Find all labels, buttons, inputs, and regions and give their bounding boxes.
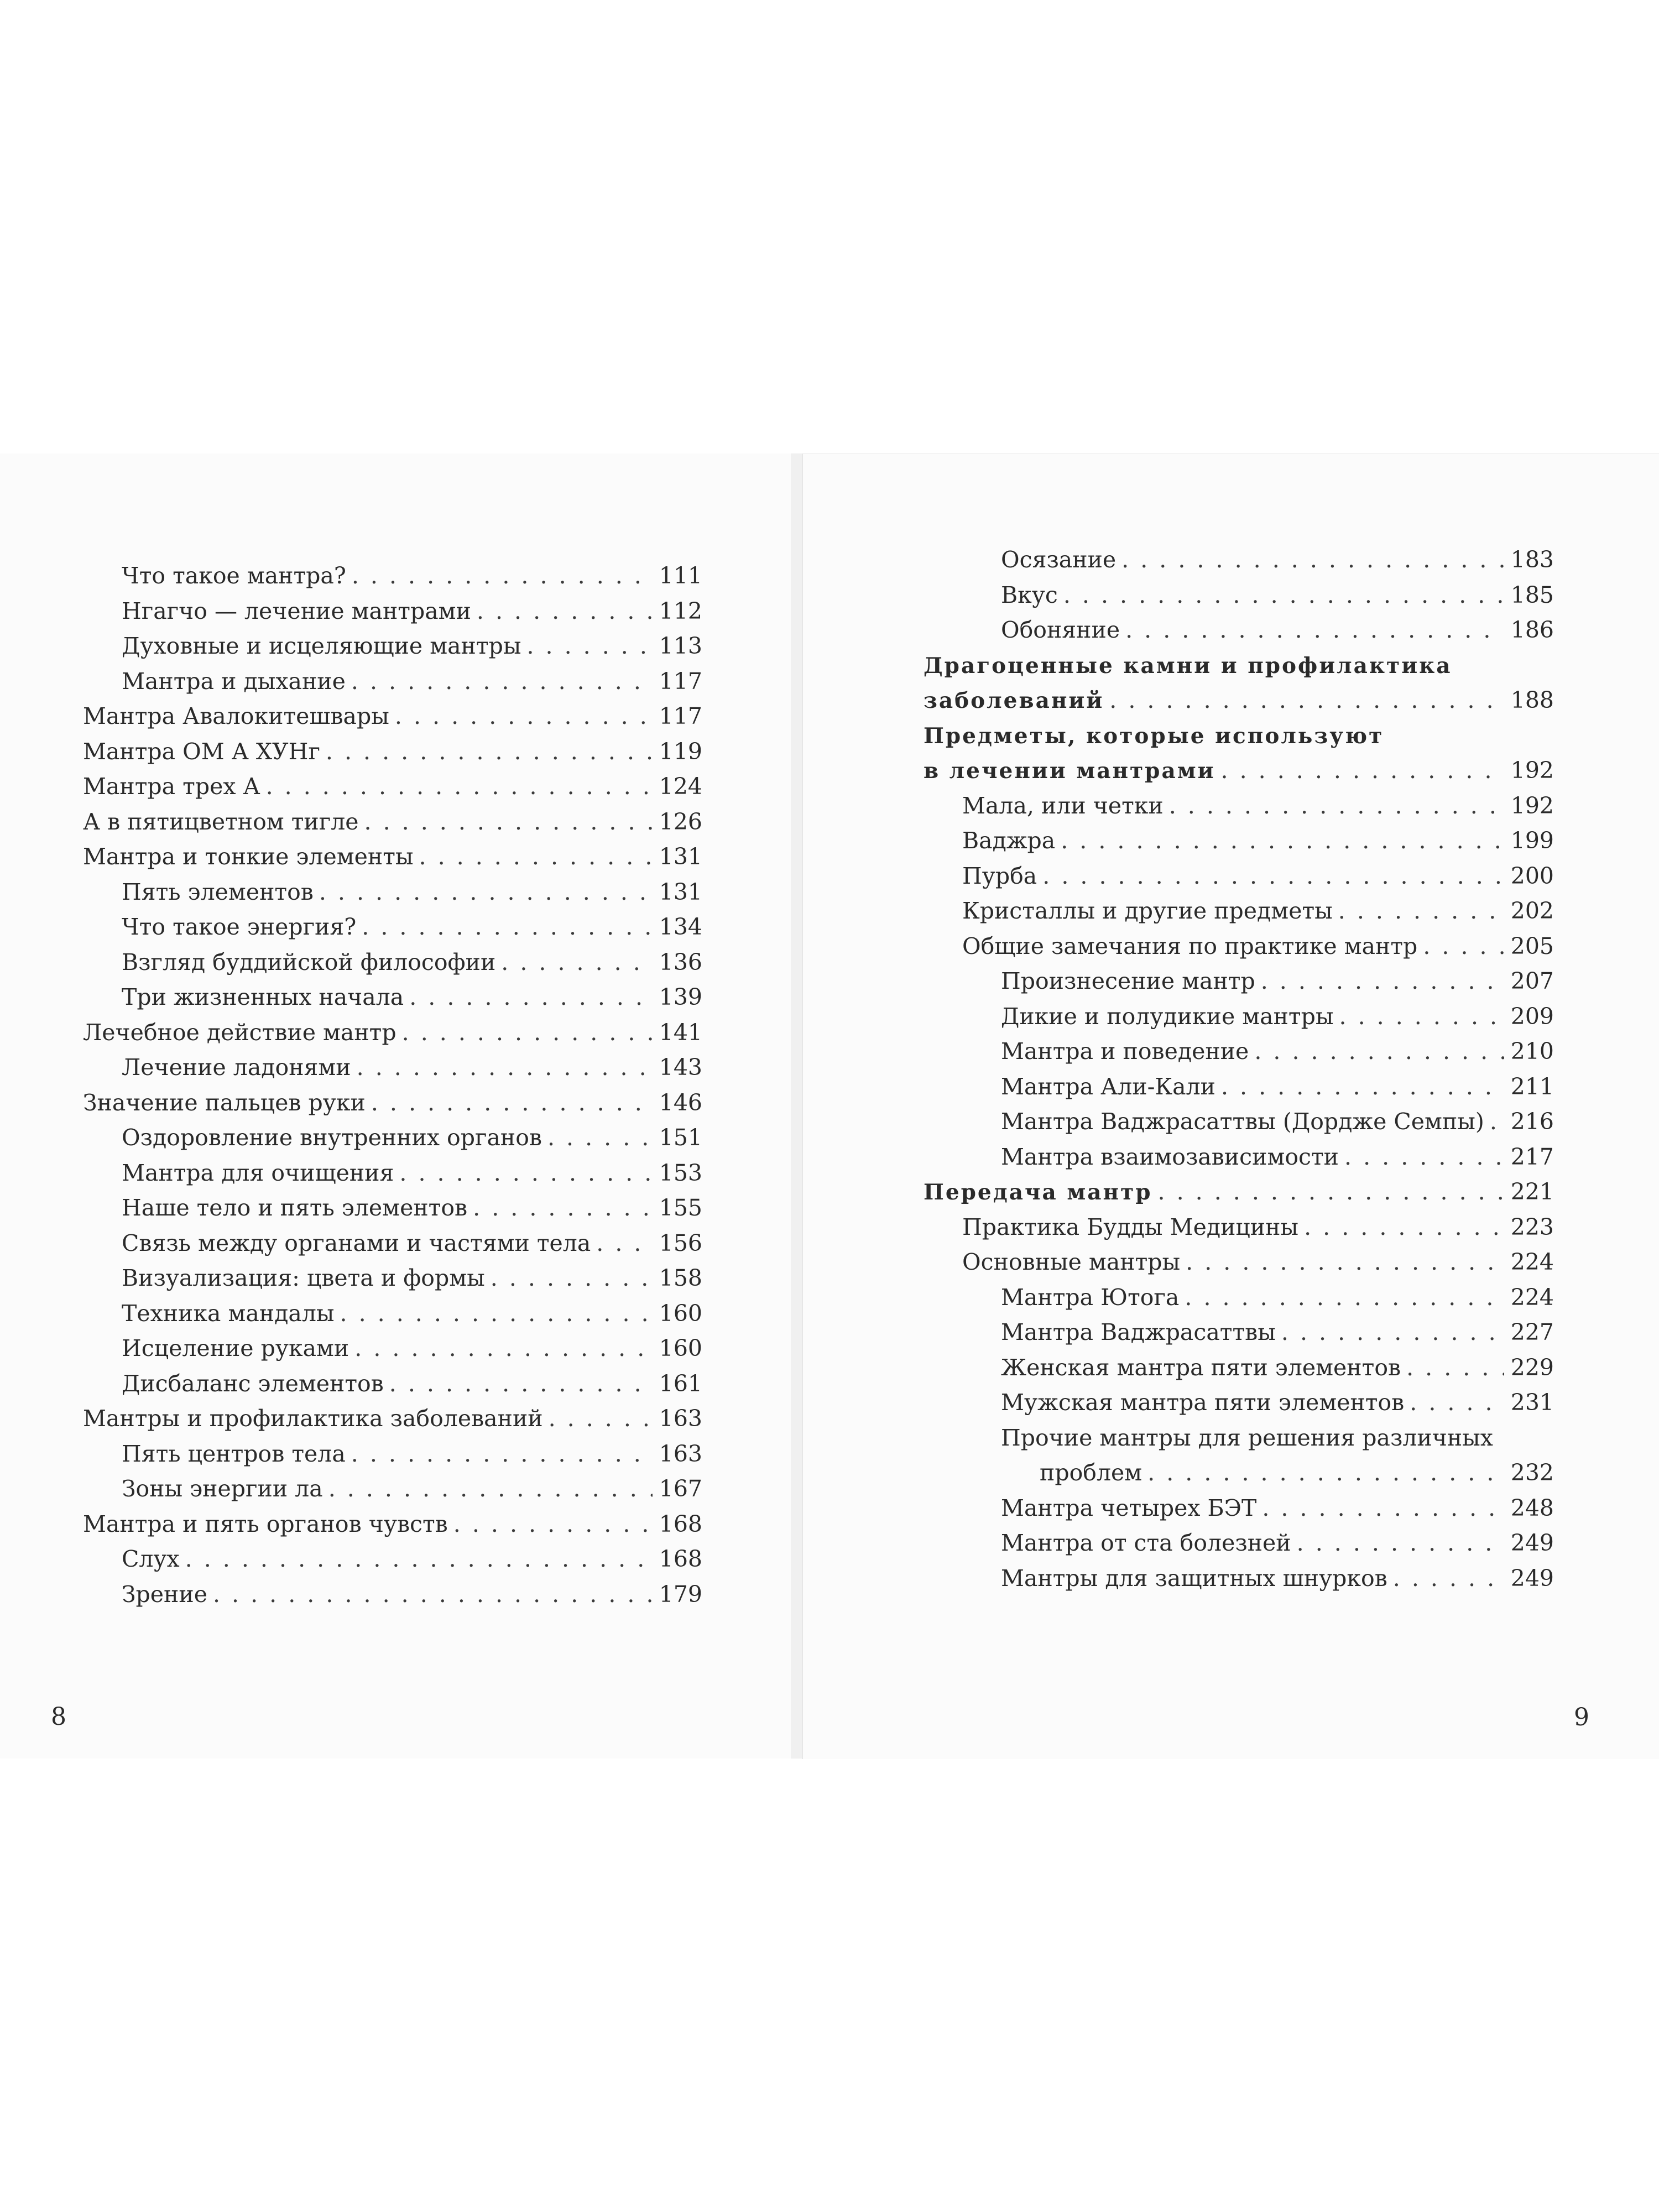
toc-entry-title: Зоны энергии ла (122, 1475, 323, 1502)
toc-entry-page: 200 (1510, 862, 1554, 889)
toc-entry-title: Наше тело и пять элементов (122, 1194, 468, 1221)
toc-entry-title: Мантра Ваджрасаттвы (1001, 1319, 1276, 1345)
toc-entry-page: 155 (659, 1194, 702, 1221)
toc-entry-title: Дикие и полудикие мантры (1001, 1003, 1334, 1030)
toc-entry-title: Зрение (122, 1580, 207, 1608)
toc-entry (924, 753, 1554, 789)
toc-entry-title: Мантра четырех БЭТ (1001, 1494, 1257, 1521)
toc-entry-page: 124 (659, 773, 702, 800)
toc-entry (924, 1280, 1554, 1316)
toc-leader-dots (1338, 894, 1504, 929)
toc-entry (924, 1070, 1554, 1105)
toc-leader-dots (319, 875, 653, 910)
toc-entry-title: Взгляд буддийской философии (122, 948, 496, 975)
toc-entry-title: заболеваний (924, 688, 1104, 713)
toc-entry-title: Исцеление руками (122, 1335, 349, 1361)
toc-entry-page: 202 (1510, 898, 1554, 924)
toc-entry-page: 192 (1510, 757, 1554, 784)
toc-leader-dots (1262, 1491, 1504, 1526)
toc-leader-dots (1121, 542, 1504, 578)
toc-entry-page: 249 (1510, 1564, 1554, 1592)
toc-leader-dots (491, 1261, 653, 1296)
toc-entry-title: Вкус (1001, 581, 1058, 608)
toc-entry-page: 126 (659, 808, 702, 835)
toc-leader-dots (328, 1472, 653, 1507)
toc-entry-page: 167 (659, 1475, 702, 1502)
toc-entry-page: 209 (1510, 1003, 1554, 1030)
toc-leader-dots (364, 805, 653, 840)
toc-leader-dots (357, 1050, 653, 1086)
book-gutter (791, 453, 802, 1759)
toc-entry-title: Мантра взаимозависимости (1001, 1143, 1339, 1170)
toc-leader-dots (473, 1191, 653, 1226)
toc-entry-title: Мантры и профилактика заболеваний (83, 1405, 543, 1432)
toc-entry-page: 163 (659, 1440, 702, 1467)
toc-entry-title: Основные мантры (962, 1249, 1181, 1275)
toc-leader-dots (354, 1331, 653, 1366)
toc-leader-dots (185, 1542, 653, 1577)
toc-entry-page: 185 (1510, 581, 1554, 608)
toc-entry-page: 211 (1510, 1073, 1554, 1100)
toc-entry (924, 1245, 1554, 1280)
toc-leader-dots (340, 1296, 653, 1332)
toc-entry-page: 156 (659, 1229, 702, 1256)
toc-entry-page: 161 (659, 1370, 702, 1397)
toc-entry (83, 1086, 702, 1121)
toc-entry-title: Мантра и тонкие элементы (83, 843, 414, 870)
toc-entry (83, 1542, 702, 1577)
toc-entry (924, 1491, 1554, 1526)
toc-entry (83, 1050, 702, 1086)
toc-leader-dots (1061, 823, 1504, 859)
toc-entry-page: 143 (659, 1054, 702, 1081)
toc-entry-title: Мантра Ютога (1001, 1284, 1180, 1311)
toc-entry-title: Духовные и исцеляющие мантры (122, 633, 521, 659)
toc-entry (83, 699, 702, 734)
toc-entry (83, 910, 702, 945)
toc-leader-dots (1063, 578, 1504, 613)
toc-entry-title: Женская мантра пяти элементов (1001, 1354, 1401, 1381)
toc-entry (83, 1331, 702, 1366)
toc-leader-dots (389, 1366, 653, 1402)
toc-leader-dots (1254, 1034, 1504, 1070)
toc-entry-title: Нгагчо — лечение мантрами (122, 597, 471, 624)
toc-entry (83, 1226, 702, 1261)
toc-entry (924, 542, 1554, 578)
toc-leader-dots (1344, 1140, 1504, 1175)
toc-entry-title: Дисбаланс элементов (122, 1370, 384, 1397)
toc-entry-page: 168 (659, 1546, 702, 1572)
toc-leader-dots (453, 1507, 653, 1542)
toc-leader-dots (549, 1401, 653, 1437)
toc-entry (924, 648, 1554, 684)
toc-entry-page: 188 (1510, 687, 1554, 713)
toc-leader-dots (351, 664, 653, 700)
toc-entry (924, 823, 1554, 859)
toc-entry-page: 146 (659, 1089, 702, 1116)
toc-entry (924, 1210, 1554, 1245)
left-page (0, 453, 792, 1759)
toc-entry (83, 594, 702, 629)
toc-leader-dots (547, 1120, 653, 1156)
toc-entry-page: 224 (1510, 1284, 1554, 1311)
toc-entry-title: Кристаллы и другие предметы (962, 898, 1333, 924)
toc-leader-dots (1261, 964, 1504, 999)
toc-entry-title: проблем (1040, 1459, 1142, 1486)
toc-entry-page: 168 (659, 1510, 702, 1537)
toc-entry (83, 980, 702, 1015)
toc-entry (83, 1261, 702, 1296)
toc-entry (924, 1455, 1554, 1491)
toc-entry-title: Ваджра (962, 827, 1056, 854)
toc-entry-title: Пурба (962, 862, 1037, 889)
toc-entry-page: 112 (659, 597, 702, 624)
toc-leader-dots (1297, 1526, 1504, 1561)
toc-entry (924, 894, 1554, 929)
toc-entry-page: 160 (659, 1300, 702, 1327)
toc-entry-page: 113 (659, 633, 702, 659)
toc-entry-title: Слух (122, 1546, 180, 1572)
toc-leader-dots (1393, 1561, 1504, 1597)
toc-leader-dots (1423, 929, 1504, 964)
toc-leader-dots (1169, 789, 1504, 824)
toc-leader-dots (1281, 1315, 1504, 1350)
toc-entry-page: 117 (659, 667, 702, 695)
toc-entry-title: Драгоценные камни и профилактика (924, 653, 1452, 679)
toc-entry-page: 186 (1510, 617, 1554, 643)
toc-leader-dots (395, 699, 653, 734)
toc-entry-title: Пять элементов (122, 878, 314, 905)
toc-entry-title: Обоняние (1001, 617, 1120, 643)
toc-entry-page: 231 (1510, 1389, 1554, 1416)
right-page (802, 453, 1659, 1759)
toc-leader-dots (477, 594, 653, 629)
toc-entry (83, 1120, 702, 1156)
toc-leader-dots (326, 734, 653, 770)
toc-leader-dots (371, 1086, 653, 1121)
toc-entry-page: 131 (659, 843, 702, 870)
toc-leader-dots (1490, 1104, 1504, 1140)
toc-entry (924, 1421, 1554, 1456)
toc-entry-title: Мантра и пять органов чувств (83, 1510, 448, 1537)
toc-entry (83, 1401, 702, 1437)
toc-entry-title: Произнесение мантр (1001, 968, 1255, 994)
toc-entry-page: 216 (1510, 1108, 1554, 1135)
toc-entry-title: Мантра трех А (83, 773, 260, 800)
toc-leader-dots (1147, 1455, 1504, 1491)
toc-entry (924, 964, 1554, 999)
toc-entry (83, 1156, 702, 1191)
toc-entry-title: Мантра Ваджрасаттвы (Дордже Семпы) (1001, 1108, 1484, 1135)
toc-entry (924, 929, 1554, 964)
toc-entry-page: 151 (659, 1124, 702, 1151)
toc-entry-title: Практика Будды Медицины (962, 1213, 1299, 1240)
toc-entry (924, 1385, 1554, 1421)
toc-entry-page: 199 (1510, 827, 1554, 854)
toc-entry (924, 578, 1554, 613)
toc-entry (924, 683, 1554, 718)
toc-entry-title: Прочие мантры для решения различных (1001, 1424, 1493, 1451)
toc-entry-page: 153 (659, 1159, 702, 1186)
toc-entry-title: Предметы, которые используют (924, 723, 1384, 749)
toc-entry-title: Лечебное действие мантр (83, 1019, 397, 1046)
toc-entry-title: Мала, или четки (962, 792, 1164, 819)
toc-entry-page: 223 (1510, 1213, 1554, 1240)
toc-entry-page: 119 (659, 738, 702, 765)
toc-entry (924, 999, 1554, 1035)
toc-entry (83, 629, 702, 664)
toc-leader-dots (596, 1226, 653, 1261)
toc-entry (83, 1191, 702, 1226)
toc-entry-page: 224 (1510, 1249, 1554, 1275)
toc-entry-title: Значение пальцев руки (83, 1089, 366, 1116)
toc-entry-title: Осязание (1001, 546, 1117, 573)
toc-leader-dots (1125, 613, 1504, 648)
toc-entry (83, 1577, 702, 1613)
toc-entry-title: Мантра от ста болезней (1001, 1530, 1291, 1556)
toc-entry (83, 805, 702, 840)
toc-entry-page: 141 (659, 1019, 702, 1046)
toc-leader-dots (213, 1577, 653, 1613)
toc-entry-page: 229 (1510, 1354, 1554, 1381)
toc-entry-title: Мантра Али-Кали (1001, 1073, 1215, 1100)
toc-entry-page: 210 (1510, 1038, 1554, 1065)
toc-entry (83, 769, 702, 805)
toc-entry-page: 183 (1510, 546, 1554, 573)
toc-entry-page: 111 (659, 562, 702, 589)
toc-entry-title: Общие замечания по практике мантр (962, 932, 1418, 959)
toc-leader-dots (419, 839, 653, 875)
toc-entry (924, 1315, 1554, 1350)
toc-entry-title: Мантра и дыхание (122, 667, 346, 695)
toc-entry-page: 232 (1510, 1459, 1554, 1486)
toc-leader-dots (352, 559, 653, 594)
toc-entry-title: Пять центров тела (122, 1440, 346, 1467)
toc-entry-title: Мантра ОМ А ХУНг (83, 738, 320, 765)
toc-leader-dots (1109, 683, 1504, 718)
toc-leader-dots (1410, 1385, 1504, 1421)
toc-leader-dots (1406, 1350, 1504, 1386)
toc-list-right (924, 542, 1554, 1596)
toc-entry (924, 789, 1554, 824)
toc-entry (924, 1561, 1554, 1597)
toc-entry (924, 859, 1554, 894)
toc-entry (924, 718, 1554, 754)
toc-entry-page: 249 (1510, 1530, 1554, 1556)
toc-entry-page: 117 (659, 703, 702, 729)
toc-entry-page: 248 (1510, 1494, 1554, 1521)
toc-entry (83, 1015, 702, 1051)
toc-leader-dots (1186, 1245, 1504, 1280)
page-number-left: 8 (51, 1703, 66, 1731)
toc-entry (924, 1034, 1554, 1070)
toc-leader-dots (501, 945, 653, 980)
toc-entry-title: Техника мандалы (122, 1300, 335, 1327)
toc-leader-dots (266, 769, 653, 805)
toc-entry-title: Мантра и поведение (1001, 1038, 1249, 1065)
page-number-right: 9 (1574, 1703, 1589, 1731)
toc-entry (924, 1350, 1554, 1386)
toc-entry (83, 664, 702, 700)
toc-leader-dots (1185, 1280, 1504, 1316)
toc-entry-page: 205 (1510, 932, 1554, 959)
toc-leader-dots (409, 980, 653, 1015)
toc-leader-dots (351, 1437, 653, 1472)
toc-entry-page: 192 (1510, 792, 1554, 819)
toc-entry-page: 134 (659, 914, 702, 940)
toc-entry (83, 734, 702, 770)
toc-entry (83, 1507, 702, 1542)
toc-entry-title: Передача мантр (924, 1180, 1152, 1205)
toc-leader-dots (1304, 1210, 1504, 1245)
toc-entry-title: Мантра Авалокитешвары (83, 703, 389, 729)
toc-entry (924, 1104, 1554, 1140)
toc-leader-dots (1042, 859, 1504, 894)
toc-entry-title: Три жизненных начала (122, 984, 404, 1010)
toc-entry (83, 559, 702, 594)
toc-leader-dots (1221, 1070, 1504, 1105)
toc-entry (83, 875, 702, 910)
toc-entry-page: 163 (659, 1405, 702, 1432)
toc-entry (83, 1366, 702, 1402)
toc-leader-dots (402, 1015, 653, 1051)
toc-leader-dots (1221, 753, 1504, 789)
toc-entry-page: 227 (1510, 1319, 1554, 1345)
toc-entry-page: 160 (659, 1335, 702, 1361)
toc-entry (924, 613, 1554, 648)
toc-entry-title: в лечении мантрами (924, 758, 1215, 784)
toc-entry-title: Лечение ладонями (122, 1054, 351, 1081)
toc-entry-page: 179 (659, 1580, 702, 1608)
toc-leader-dots (399, 1156, 653, 1191)
toc-entry-page: 207 (1510, 968, 1554, 994)
toc-entry-title: Связь между органами и частями тела (122, 1229, 591, 1256)
toc-entry-title: Мантра для очищения (122, 1159, 394, 1186)
toc-entry-title: Что такое мантра? (122, 562, 346, 589)
toc-entry-page: 217 (1510, 1143, 1554, 1170)
toc-leader-dots (1339, 999, 1505, 1035)
toc-entry (924, 1140, 1554, 1175)
toc-entry-title: Мантры для защитных шнурков (1001, 1564, 1387, 1592)
toc-entry-page: 131 (659, 878, 702, 905)
toc-entry-page: 139 (659, 984, 702, 1010)
toc-entry (83, 1472, 702, 1507)
toc-leader-dots (526, 629, 653, 664)
toc-entry (83, 945, 702, 980)
toc-leader-dots (1158, 1175, 1504, 1210)
toc-entry (83, 1437, 702, 1472)
toc-entry-title: Оздоровление внутренних органов (122, 1124, 542, 1151)
toc-entry-title: Что такое энергия? (122, 914, 357, 940)
toc-entry-page: 136 (659, 948, 702, 975)
toc-entry-title: Визуализация: цвета и формы (122, 1265, 485, 1291)
toc-entry (83, 1296, 702, 1332)
toc-entry (924, 1175, 1554, 1210)
toc-entry (924, 1526, 1554, 1561)
toc-entry-title: А в пятицветном тигле (83, 808, 359, 835)
toc-entry-page: 158 (659, 1265, 702, 1291)
toc-entry-page: 221 (1510, 1178, 1554, 1205)
toc-entry (83, 839, 702, 875)
toc-leader-dots (362, 910, 653, 945)
toc-list-left (83, 559, 702, 1612)
toc-entry-title: Мужская мантра пяти элементов (1001, 1389, 1405, 1416)
